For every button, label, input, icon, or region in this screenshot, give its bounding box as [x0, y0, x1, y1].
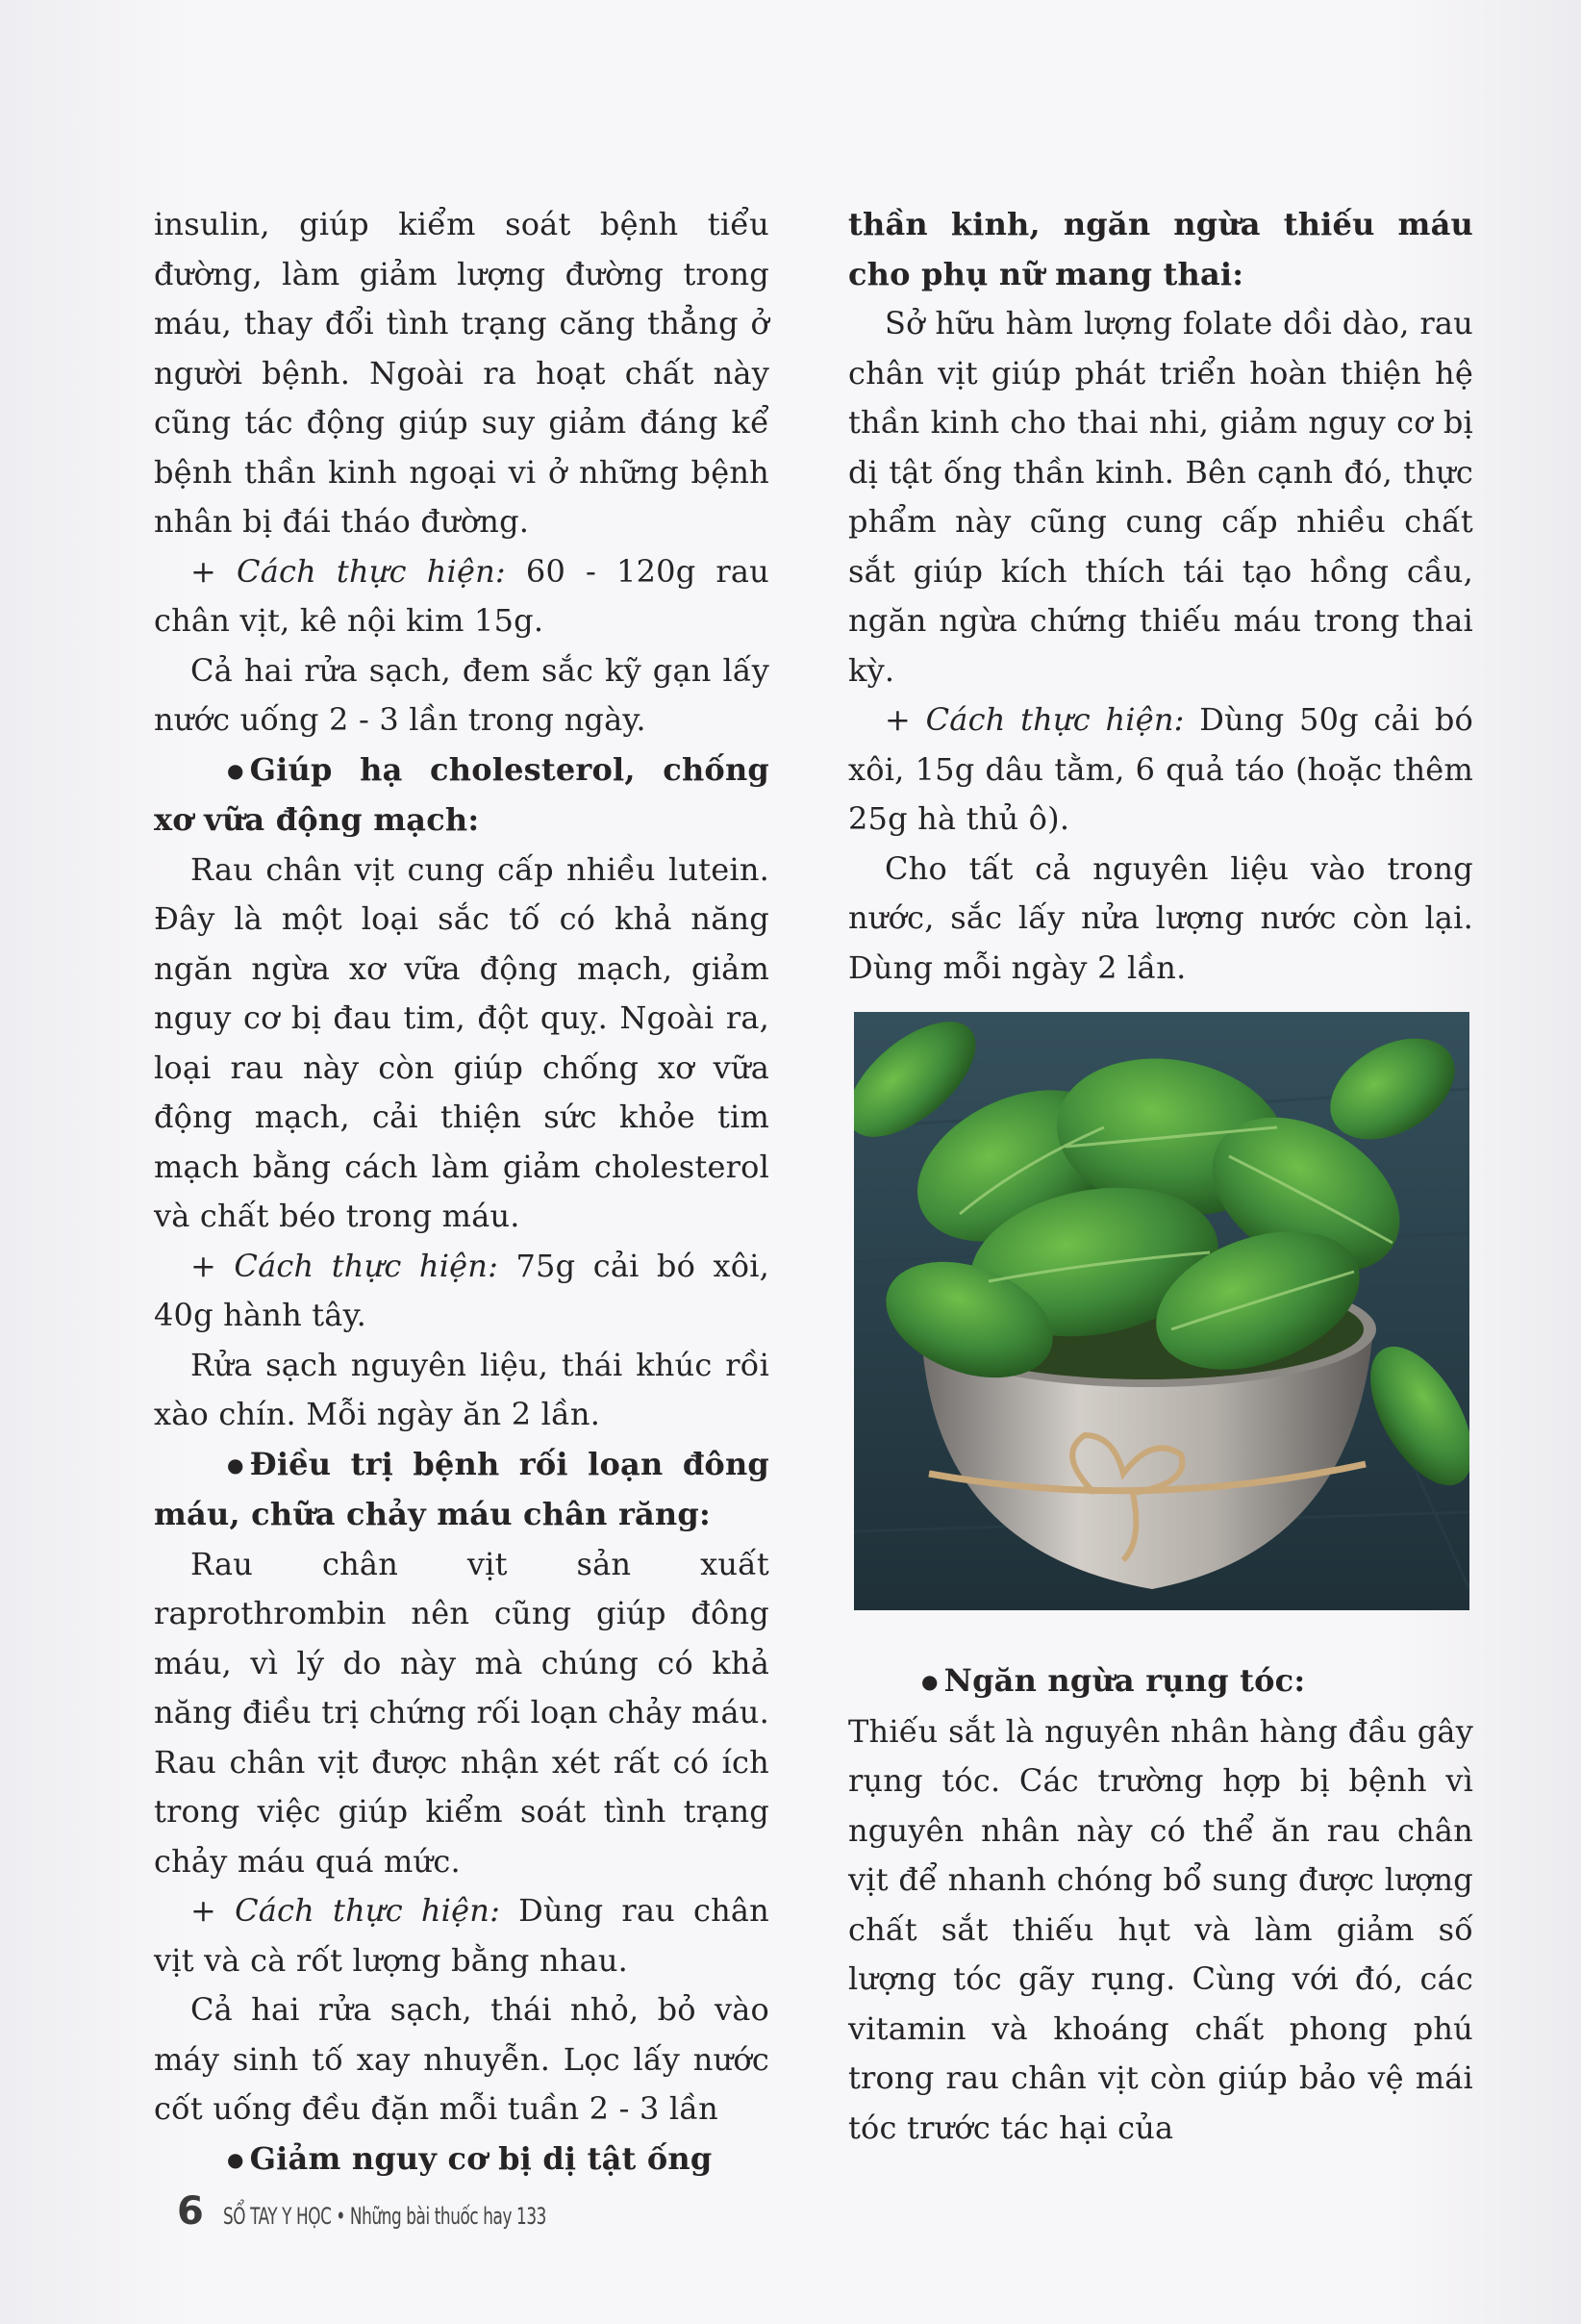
body-paragraph: Rau chân vịt cung cấp nhiều lutein. Đây là một loại sắc tố có khả năng ngăn ngừa xơ vữa động mạch, giảm nguy cơ bị đau tim, đột quỵ. Ngoài ra, loại rau này còn giúp chống xơ vữa động mạch, cải thiện sức khỏe tim mạch bằng cách làm giảm cholesterol và chất béo trong máu. — [154, 850, 769, 1234]
page-number: 6 — [177, 2189, 204, 2234]
body-paragraph: Rửa sạch nguyên liệu, thái khúc rồi xào chín. Mỗi ngày ăn 2 lần. — [154, 1346, 769, 1432]
right-column-top — [848, 200, 1473, 993]
body-paragraph: Cả hai rửa sạch, đem sắc kỹ gạn lấy nước uống 2 - 3 lần trong ngày. — [154, 651, 769, 738]
section-heading: ● Ngăn ngừa rụng tóc: — [848, 1656, 1473, 1707]
right-column — [848, 200, 1473, 2153]
spinach-photo — [854, 1012, 1469, 1610]
method-paragraph: + Cách thực hiện: Dùng 50g cải bó xôi, 15g dâu tằm, 6 quả táo (hoặc thêm 25g hà thủ ô). — [848, 701, 1473, 837]
right-column-bottom — [848, 1656, 1473, 2153]
method-label: + Cách thực hiện: — [885, 701, 1185, 738]
body-paragraph: insulin, giúp kiểm soát bệnh tiểu đường, làm giảm lượng đường trong máu, thay đổi tình trạng căng thẳng ở người bệnh. Ngoài ra hoạt chất này cũng tác động giúp suy giảm đáng kể bệnh thần kinh ngoại vi ở những bệnh nhân bị đái tháo đường. — [154, 206, 769, 540]
method-label: + Cách thực hiện: — [190, 1247, 499, 1284]
page-footer — [177, 2189, 638, 2234]
body-paragraph: Rau chân vịt sản xuất raprothrombin nên cũng giúp đông máu, vì lý do này mà chúng có khả năng điều trị chứng rối loạn chảy máu. Rau chân vịt được nhận xét rất có ích trong việc giúp kiểm soát tình trạng chảy máu quá mức. — [154, 1545, 769, 1880]
running-title: SỔ TAY Y HỌC • Những bài thuốc hay 133 — [222, 2203, 546, 2230]
body-paragraph: Cho tất cả nguyên liệu vào trong nước, sắc lấy nửa lượng nước còn lại. Dùng mỗi ngày 2 lần. — [848, 849, 1473, 986]
section-heading: ● Giúp hạ cholesterol, chống xơ vữa động mạch: — [154, 745, 769, 846]
body-paragraph: Sở hữu hàm lượng folate dồi dào, rau chân vịt giúp phát triển hoàn thiện hệ thần kinh cho thai nhi, giảm nguy cơ bị dị tật ống thần kinh. Bên cạnh đó, thực phẩm này cũng cung cấp nhiều chất sắt giúp kích thích tái tạo hồng cầu, ngăn ngừa chứng thiếu máu trong thai kỳ. — [848, 305, 1473, 689]
section-heading: ● Điều trị bệnh rối loạn đông máu, chữa chảy máu chân răng: — [154, 1440, 769, 1540]
bullet-icon: ● — [227, 1452, 244, 1477]
body-paragraph: Cả hai rửa sạch, thái nhỏ, bỏ vào máy sinh tố xay nhuyễn. Lọc lấy nước cốt uống đều đặn mỗi tuần 2 - 3 lần — [154, 1991, 769, 2127]
method-paragraph: + Cách thực hiện: 60 - 120g rau chân vịt, kê nội kim 15g. — [154, 552, 769, 639]
section-heading: ● Giảm nguy cơ bị dị tật ống — [154, 2135, 769, 2185]
method-paragraph: + Cách thực hiện: Dùng rau chân vịt và cà rốt lượng bằng nhau. — [154, 1892, 769, 1979]
left-column — [154, 200, 769, 2185]
method-label: + Cách thực hiện: — [190, 1892, 501, 1929]
bullet-icon: ● — [227, 758, 244, 782]
section-heading: thần kinh, ngăn ngừa thiếu máu cho phụ nữ mang thai: — [848, 206, 1473, 292]
spinach-bowl-illustration — [854, 1012, 1469, 1610]
bullet-icon: ● — [227, 2147, 244, 2171]
body-paragraph: Thiếu sắt là nguyên nhân hàng đầu gây rụng tóc. Các trường hợp bị bệnh vì nguyên nhân này có thể ăn rau chân vịt để nhanh chóng bổ sung được lượng chất sắt thiếu hụt và làm giảm số lượng tóc gãy rụng. Cùng với đó, các vitamin và khoáng chất phong phú trong rau chân vịt còn giúp bảo vệ mái tóc trước tác hại của — [848, 1712, 1473, 2146]
method-paragraph: + Cách thực hiện: 75g cải bó xôi, 40g hành tây. — [154, 1247, 770, 1333]
method-label: + Cách thực hiện: — [190, 552, 506, 590]
bullet-icon: ● — [921, 1670, 939, 1693]
